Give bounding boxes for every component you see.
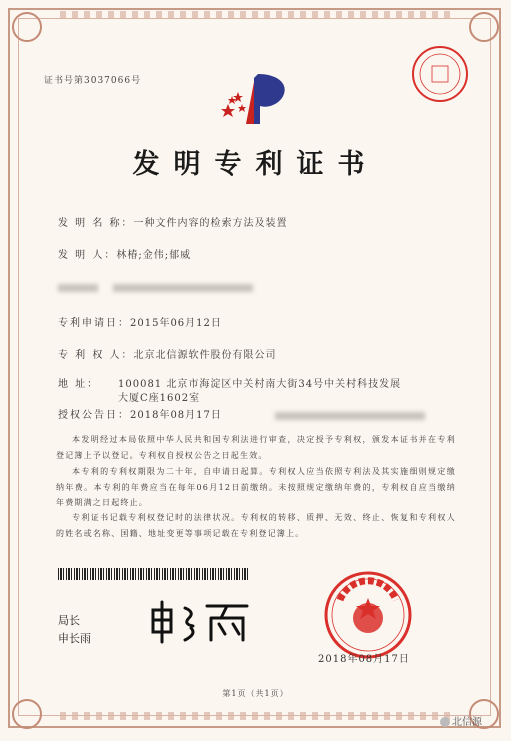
decorative-border-bottom	[60, 712, 451, 720]
director-signature	[145, 598, 255, 646]
certificate-number: 证书号第3037066号	[44, 76, 142, 86]
patent-office-logo-icon	[218, 68, 298, 130]
redacted-grant-number	[275, 412, 425, 420]
page-number: 第1页（共1页）	[222, 689, 289, 698]
seal-date: 2018年08月17日	[318, 654, 410, 665]
filing-date-label: 专利申请日：	[58, 318, 130, 329]
redacted-row	[58, 282, 253, 293]
redacted-label	[58, 284, 98, 292]
redacted-value	[113, 284, 253, 292]
invention-name-value: 一种文件内容的检索方法及装置	[133, 218, 288, 229]
paragraph-legal-status: 专利证书记载专利权登记时的法律状况。专利权的转移、质押、无效、终止、恢复和专利权人的姓名或名称、国籍、地址变更等事项记载在专利登记簿上。	[56, 513, 456, 538]
patentee-label: 专 利 权 人：	[58, 350, 134, 361]
director-name: 申长雨	[58, 632, 91, 645]
address-row	[58, 375, 401, 390]
patentee-value: 北京北信源软件股份有限公司	[133, 350, 277, 361]
corner-stamp-icon	[410, 44, 470, 104]
page-title: 发明专利证书	[132, 149, 379, 180]
corner-ornament-bottom-left	[12, 699, 42, 729]
decorative-border-top	[60, 11, 451, 19]
paragraph-grant-decision: 本发明经过本局依照中华人民共和国专利法进行审查，决定授予专利权，颁发本证书并在专利登记簿上予以登记。专利权自授权公告之日起生效。	[56, 435, 456, 460]
filing-date-row	[58, 314, 222, 329]
inventor-row	[58, 246, 191, 261]
corner-ornament-top-right	[469, 12, 499, 42]
corner-ornament-top-left	[12, 12, 42, 42]
patentee-row	[58, 346, 277, 361]
grant-date-label: 授权公告日：	[58, 410, 130, 421]
grant-date-value: 2018年08月17日	[130, 410, 222, 421]
filing-date-value: 2015年06月12日	[130, 318, 222, 329]
inventor-value: 林椿;金伟;郁威	[116, 250, 192, 261]
barcode-icon	[58, 568, 248, 580]
wechat-icon	[440, 717, 450, 727]
grant-date-row	[58, 406, 425, 421]
official-seal-icon	[310, 570, 420, 660]
invention-name-label: 发 明 名 称：	[58, 218, 134, 229]
address-line-2: 大厦C座1602室	[118, 393, 201, 404]
watermark	[440, 713, 482, 728]
address-line-1: 100081 北京市海淀区中关村南大街34号中关村科技发展	[118, 379, 402, 390]
paragraph-patent-term: 本专利的专利权期限为二十年，自申请日起算。专利权人应当依照专利法及其实施细则规定缴纳年费。本专利的年费应当在每年06月12日前缴纳。未按照规定缴纳年费的，专利权自应当缴纳年费期满之日起终止。	[56, 467, 456, 507]
director-title: 局长	[58, 614, 80, 627]
watermark-text: 北信源	[452, 717, 482, 728]
address-label: 地 址：	[58, 379, 100, 390]
inventor-label: 发 明 人：	[58, 250, 117, 261]
invention-name-row	[58, 214, 288, 229]
